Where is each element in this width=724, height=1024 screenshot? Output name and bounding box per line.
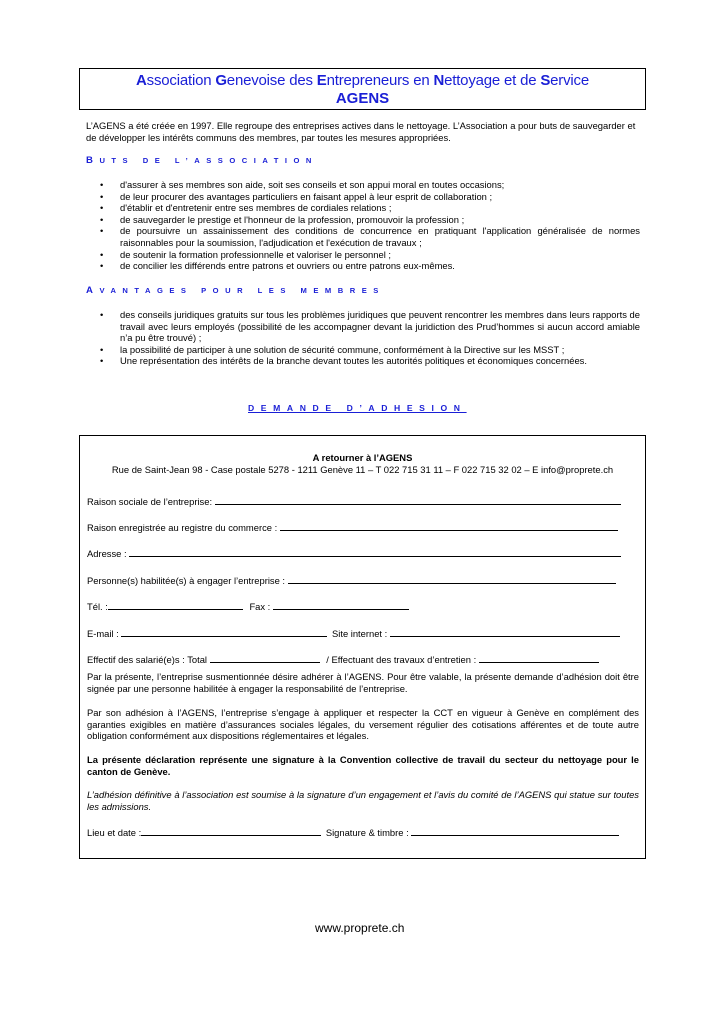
lieu-signature-row (87, 825, 619, 839)
adresse-label: Adresse : (87, 548, 127, 559)
bullet-icon: • (100, 213, 104, 225)
title-cap: G (215, 72, 227, 89)
paragraph-adhesion: Par la présente, l’entreprise susmentionnée désire adhérer à l’AGENS. Pour être valable, la présente demande d’adhésion doit être signée par une personne habilitée à engager la responsabilité de l’entreprise. (87, 671, 639, 694)
bullet-icon: • (100, 248, 104, 260)
paragraph-declaration: La présente déclaration représente une signature à la Convention collective de travail du secteur du nettoyage pour le canton de Genève. (87, 754, 639, 777)
effectif-row (87, 652, 599, 666)
list-item-text: d'assurer à ses membres son aide, soit ses conseils et son appui moral en toutes occasions; (120, 179, 505, 190)
title-part: enevoise des (226, 72, 317, 89)
list-item (86, 214, 640, 226)
effectif-label: Effectif des salarié(e)s : Total (87, 654, 208, 665)
email-field[interactable] (121, 626, 327, 637)
title-part: ssociation (146, 72, 216, 89)
title-cap: S (540, 72, 551, 89)
raison-sociale-field[interactable] (215, 494, 621, 505)
paragraph-definitive: L’adhésion définitive à l’association est soumise à la signature d’un engagement et l’avis du comité de l’AGENS qui statue sur toutes les admissions. (87, 789, 639, 812)
heading-cap: B (86, 155, 100, 166)
list-item-text: la possibilité de participer à une solution de sécurité commune, conformément à la Directive sur les MSST ; (120, 343, 565, 355)
buts-list (86, 179, 640, 272)
list-item (86, 309, 640, 344)
list-item-text: de soutenir la formation professionnelle et valoriser le personnel ; (120, 248, 391, 260)
personnes-label: Personne(s) habilitée(s) à engager l’entreprise : (87, 575, 286, 586)
adhesion-form (79, 435, 646, 859)
intro-paragraph: L’AGENS a été créée en 1997. Elle regroupe des entreprises actives dans le nettoyage. L’Association a pour buts de sauvegarder et de développer les intérêts communs des membres, par toutes les mesures appropriées. (86, 120, 636, 143)
title-part: ervice (550, 72, 589, 89)
adresse-field[interactable] (129, 546, 621, 557)
list-item-text: d'établir et d'entretenir entre ses membres de cordiales relations ; (120, 202, 392, 214)
signature-label: Signature & timbre : (325, 827, 409, 838)
effectif-total-field[interactable] (210, 652, 320, 663)
footer-website-link[interactable]: www.proprete.ch (315, 921, 405, 935)
demande-heading: DEMANDE D’ADHESION (248, 403, 467, 413)
list-item-text: des conseils juridiques gratuits sur tous les problèmes juridiques que peuvent rencontrer les membres dans leurs rapports de travail avec leurs employés (possibilité de les accompagner devant la juridiction des Prud’hommes si aucun accord amiable n’a pu être trouvé) ; (120, 309, 640, 344)
bullet-icon: • (100, 309, 104, 320)
tel-field[interactable] (108, 599, 243, 610)
site-label: Site internet : (332, 628, 388, 639)
title-cap: N (433, 72, 445, 89)
title-part: ettoyage et de (444, 72, 541, 89)
list-item (86, 344, 640, 356)
tel-fax-row (87, 599, 409, 613)
title-cap: A (136, 72, 147, 89)
heading-cap: A (86, 285, 100, 296)
bullet-icon: • (100, 355, 104, 367)
bullet-icon: • (100, 190, 104, 202)
raison-sociale-label: Raison sociale de l’entreprise: (87, 496, 213, 507)
effectuant-label: / Effectuant des travaux d’entretien : (326, 654, 477, 665)
list-item (86, 355, 640, 367)
list-item-text: de leur procurer des avantages particuliers en faisant appel à leur esprit de collaboration ; (120, 190, 493, 202)
bullet-icon: • (100, 260, 104, 272)
signature-field[interactable] (411, 825, 619, 836)
acronym-title: AGENS (335, 90, 390, 107)
raison-sociale-row (87, 494, 621, 508)
fax-field[interactable] (273, 599, 409, 610)
raison-registre-row (87, 520, 618, 534)
list-item-text: de concilier les différends entre patrons et ouvriers ou entre patrons eux-mêmes. (120, 260, 455, 272)
section-heading-buts (86, 155, 318, 167)
list-item-text: de poursuivre un assainissement des conditions de concurrence en pratiquant l'application généralisée de normes raisonnables pour la soumission, l'adjudication et l'exécution de travaux ; (120, 225, 640, 248)
fax-label: Fax : (249, 601, 271, 612)
avantages-list (86, 309, 640, 367)
adresse-row (87, 546, 621, 560)
title-cap: E (316, 72, 327, 89)
bullet-icon: • (100, 343, 104, 355)
heading-rest: UTS DE L’ASSOCIATION (99, 156, 318, 165)
email-label: E-mail : (87, 628, 119, 639)
lieu-field[interactable] (141, 825, 321, 836)
list-item (86, 249, 640, 261)
bullet-icon: • (100, 202, 104, 214)
list-item (86, 225, 640, 248)
personnes-row (87, 573, 616, 587)
lieu-label: Lieu et date : (87, 827, 142, 838)
raison-registre-label: Raison enregistrée au registre du commerce : (87, 522, 278, 533)
effectuant-field[interactable] (479, 652, 599, 663)
list-item (86, 179, 640, 191)
paragraph-engagement: Par son adhésion à l’AGENS, l’entreprise s’engage à appliquer et respecter la CCT en vigueur à Genève en complément des garanties exigibles en matière d’assurances sociales légales, du versement régulier des cotisations afférentes et de toute autre obligation conformément aux dispositions réglementaires et légales. (87, 707, 639, 742)
bullet-icon: • (100, 179, 104, 190)
list-item (86, 202, 640, 214)
list-item (86, 260, 640, 272)
return-label: A retourner à l’AGENS (312, 452, 413, 463)
section-heading-avantages (86, 285, 385, 297)
list-item (86, 191, 640, 203)
personnes-field[interactable] (288, 573, 616, 584)
contact-address: Rue de Saint-Jean 98 - Case postale 5278 - 1211 Genève 11 – T 022 715 31 11 – F 022 715 32 02 – E info@proprete.ch (111, 463, 614, 475)
tel-label: Tél. : (87, 601, 108, 612)
email-site-row (87, 626, 620, 640)
title-box (79, 68, 646, 110)
title-part: ntrepreneurs en (326, 72, 434, 89)
association-title (80, 72, 645, 90)
form-header (80, 452, 645, 475)
list-item-text: de sauvegarder le prestige et l'honneur de la profession, promouvoir la profession ; (120, 213, 465, 225)
bullet-icon: • (100, 225, 104, 237)
site-field[interactable] (390, 626, 620, 637)
raison-registre-field[interactable] (280, 520, 618, 531)
heading-rest: VANTAGES POUR LES MEMBRES (99, 286, 385, 295)
list-item-text: Une représentation des intérêts de la branche devant toutes les autorités politiques et économiques concernées. (120, 355, 587, 367)
